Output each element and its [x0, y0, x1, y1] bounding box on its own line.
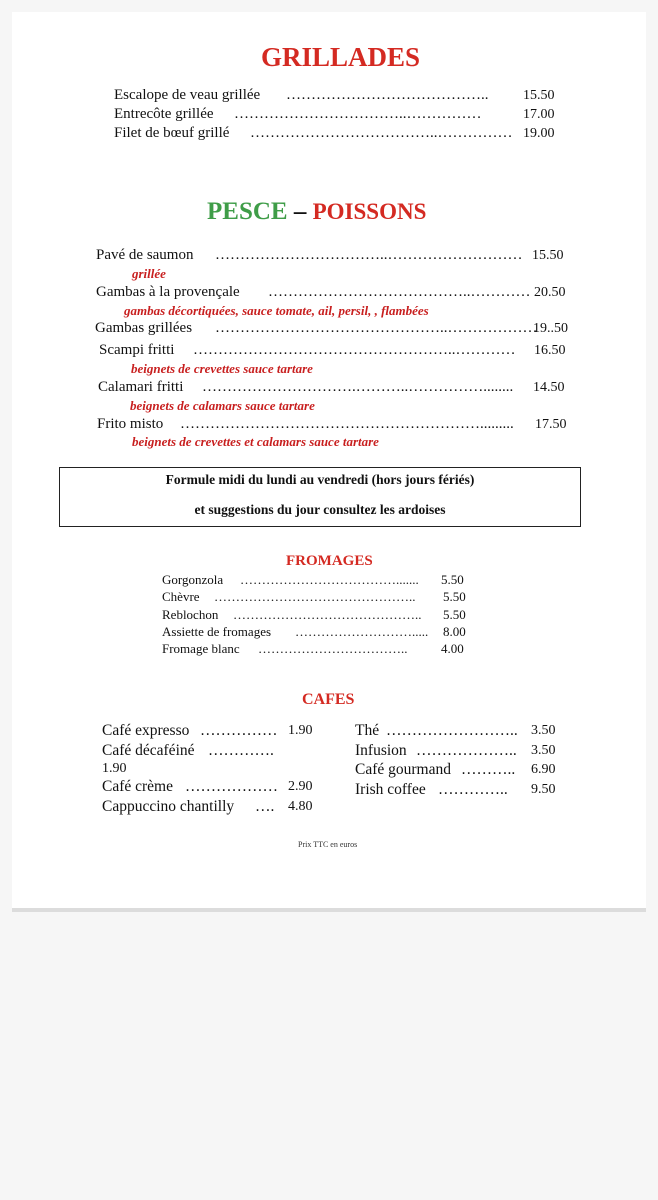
grillades-title: GRILLADES: [261, 42, 421, 72]
grillades-item-name: Entrecôte grillée: [114, 106, 214, 122]
poissons-item-name: Gambas grillées: [95, 320, 193, 336]
poissons-item-price: 15.50: [532, 248, 564, 263]
poissons-item-name: Calamari fritti: [98, 379, 184, 395]
fromages-item-price: 5.50: [443, 607, 466, 622]
poissons-item-dots: ……………………………………………..…………: [193, 342, 516, 358]
poissons-item-desc: grillée: [132, 266, 166, 281]
poissons-item-dots: ………………………….………..……………........: [202, 379, 514, 395]
grillades-item-price: 15.50: [523, 88, 555, 103]
poissons-item-desc: beignets de crevettes et calamars sauce tartare: [132, 434, 379, 449]
fromages-item-price: 5.50: [443, 589, 466, 604]
cafes-right-dots: ………..: [461, 761, 516, 778]
fromages-item-name: Fromage blanc: [162, 641, 240, 656]
cafes-right-dots: ………………..: [416, 742, 517, 759]
poissons-item-name: Pavé de saumon: [96, 247, 194, 263]
fromages-title: FROMAGES: [286, 553, 373, 569]
fromages-item-name: Assiette de fromages: [162, 624, 272, 639]
cafes-left-name: Café décaféiné: [102, 742, 195, 759]
cafes-left-name: Cappuccino chantilly: [102, 798, 235, 815]
cafes-left-name: Café crème: [102, 778, 173, 795]
cafes-right-name: Thé: [355, 722, 380, 739]
poissons-item-name: Frito misto: [97, 416, 164, 432]
fromages-item-dots: ………………………………………..: [214, 589, 416, 604]
cafes-right-dots: ……………………..: [386, 722, 518, 739]
grillades-item-price: 17.00: [523, 107, 555, 122]
poissons-item-price: 14.50: [533, 380, 565, 395]
fromages-item-name: Reblochon: [162, 607, 219, 622]
fromages-item-name: Chèvre: [162, 589, 200, 604]
price-footnote: Prix TTC en euros: [298, 840, 358, 849]
poissons-item-dots: ………………………………………..………………: [215, 320, 538, 336]
cafes-left-dots: ….: [255, 798, 275, 815]
menu-page: [12, 12, 646, 912]
poissons-item-dots: …………………………………………………….........: [180, 416, 514, 432]
cafes-left-dots: ……………: [200, 722, 278, 739]
fromages-item-dots: ……………………………………..: [233, 607, 422, 622]
cafes-right-price: 9.50: [531, 782, 556, 797]
fromages-item-price: 4.00: [441, 641, 464, 656]
grillades-item-dots: ……………………………..……………: [234, 106, 482, 122]
poissons-item-price: 17.50: [535, 417, 567, 432]
cafes-left-price: 1.90: [288, 723, 313, 738]
cafes-right-price: 3.50: [531, 723, 556, 738]
grillades-item-dots: ………………………………..……………: [250, 125, 513, 141]
poissons-item-desc: beignets de crevettes sauce tartare: [131, 361, 313, 376]
cafes-right-name: Infusion: [355, 742, 407, 759]
grillades-item-name: Filet de bœuf grillé: [114, 125, 230, 141]
cafes-right-name: Irish coffee: [355, 781, 426, 798]
cafes-right-price: 3.50: [531, 743, 556, 758]
poissons-title-it: PESCE: [207, 198, 288, 225]
poissons-item-price: 19..50: [533, 321, 568, 336]
grillades-item-dots: …………………………………..: [286, 87, 489, 103]
cafes-left-name: Café expresso: [102, 722, 190, 739]
cafes-left-dots: ………………: [185, 778, 278, 795]
fromages-item-price: 8.00: [443, 624, 466, 639]
cafes-right-dots: …………..: [438, 781, 508, 798]
fromages-item-dots: ……………………….....: [295, 624, 429, 639]
poissons-item-dots: ……………………………..………………………: [215, 247, 523, 263]
grillades-item-name: Escalope de veau grillée: [114, 87, 261, 103]
cafes-right-name: Café gourmand: [355, 761, 451, 778]
cafes-left-dots: ………….: [208, 742, 274, 759]
poissons-title-dash: –: [293, 198, 307, 225]
fromages-item-dots: ……………………………..: [258, 641, 408, 656]
poissons-item-desc: gambas décortiquées, sauce tomate, ail, persil, , flambées: [124, 303, 429, 318]
fromages-item-name: Gorgonzola: [162, 572, 224, 587]
fromages-item-dots: ……………………………….......: [240, 572, 419, 587]
poissons-item-price: 16.50: [534, 343, 566, 358]
formule-box: [59, 467, 581, 527]
poissons-item-dots: …………………………………..…………: [268, 284, 531, 300]
grillades-item-price: 19.00: [523, 126, 555, 141]
cafes-left-price: 4.80: [288, 799, 313, 814]
poissons-item-name: Scampi fritti: [99, 342, 175, 358]
fromages-item-price: 5.50: [441, 572, 464, 587]
formule-line-1: Formule midi du lundi au vendredi (hors jours fériés): [165, 472, 475, 487]
poissons-title: [207, 198, 426, 226]
cafes-left-price: 1.90: [102, 761, 127, 776]
poissons-item-price: 20.50: [534, 285, 566, 300]
cafes-right-price: 6.90: [531, 762, 556, 777]
poissons-item-name: Gambas à la provençale: [96, 284, 240, 300]
poissons-title-fr: POISSONS: [312, 199, 427, 224]
poissons-item-desc: beignets de calamars sauce tartare: [130, 398, 315, 413]
cafes-left-price: 2.90: [288, 779, 313, 794]
formule-line-2: et suggestions du jour consultez les ardoises: [194, 502, 446, 517]
cafes-title: CAFES: [302, 691, 355, 708]
